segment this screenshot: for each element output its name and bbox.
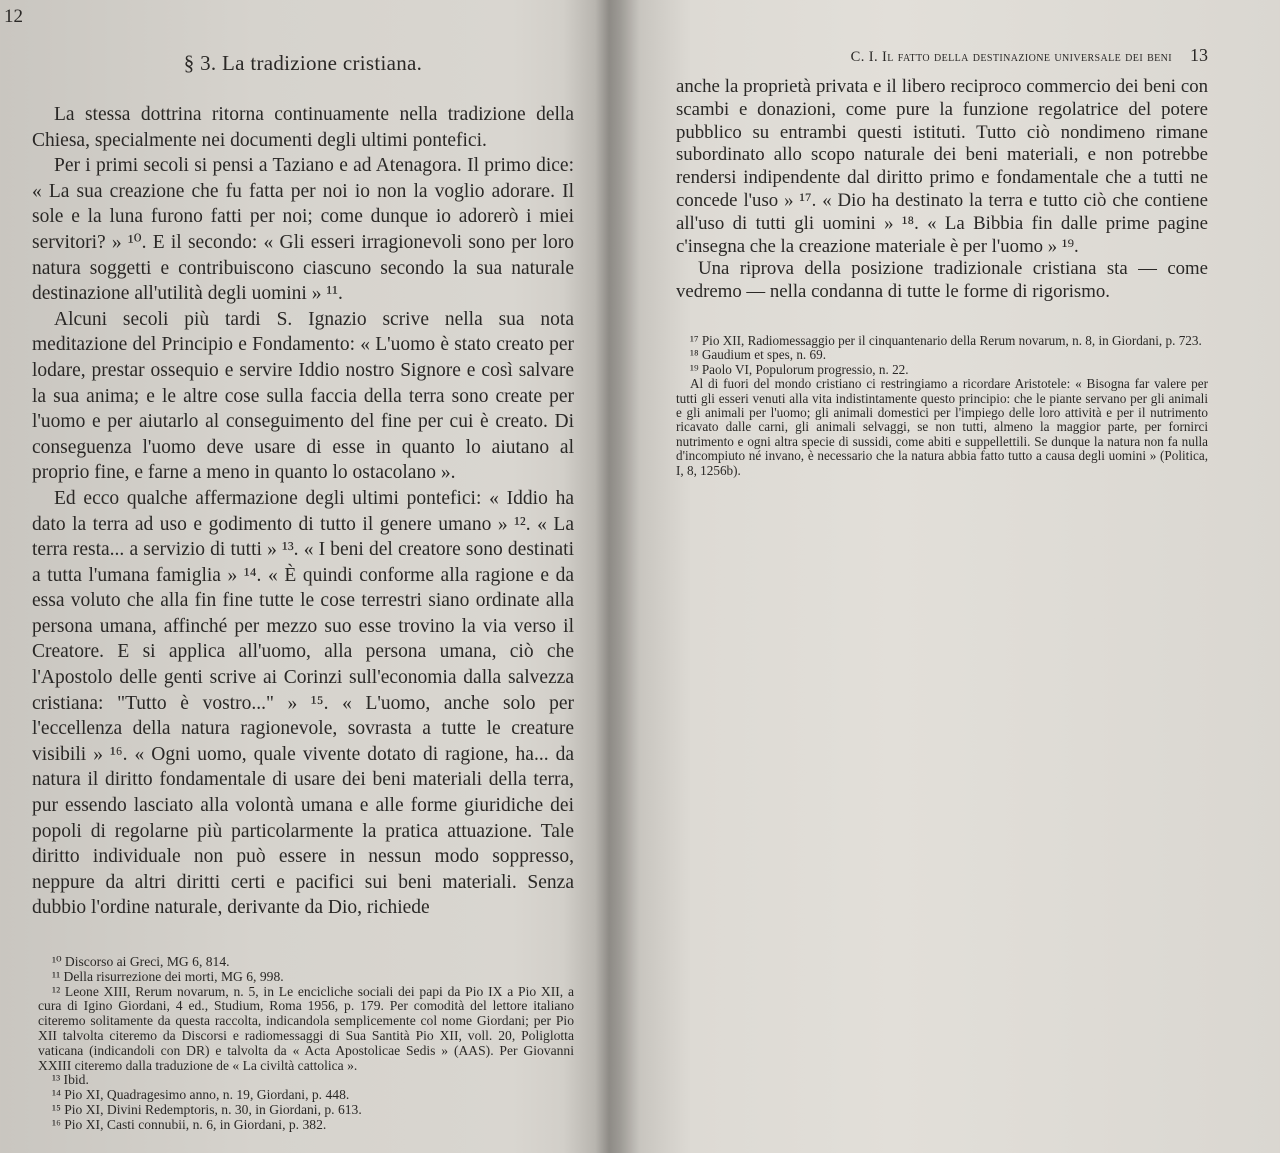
paragraph: La stessa dottrina ritorna continuamente nella tradizione della Chiesa, specialmente nei documenti degli ultimi pontefici. xyxy=(32,104,574,151)
footnote: ¹⁴ Pio XI, Quadragesimo anno, n. 19, Giordani, p. 448. xyxy=(52,1087,350,1103)
paragraph: Alcuni secoli più tardi S. Ignazio scrive nella sua nota meditazione del Principio e Fondamento: « L'uomo è stato creato per lodare, prestar ossequio e servire Iddio nostro Signore e così salvare la sua anima; e le altre cose sulla faccia della terra sono create per l'uomo e per aiutarlo al conseguimento del fine per cui è creato. Di conseguenza l'uomo deve usare di esse in quanto lo aiutano al proprio fine, e farne a meno in quanto lo ostacolano ». xyxy=(32,308,574,484)
footnote: ¹⁸ Gaudium et spes, n. 69. xyxy=(690,347,827,363)
footnote: ¹⁶ Pio XI, Casti connubii, n. 6, in Giordani, p. 382. xyxy=(52,1116,327,1132)
page-header xyxy=(4,6,574,102)
footnote: ¹⁷ Pio XII, Radiomessaggio per il cinquantenario della Rerum novarum, n. 8, in Giordani, p. 723. xyxy=(690,332,1202,348)
paragraph: Una riprova della posizione tradizionale cristiana sta — come vedremo — nella condanna di tutte le forme di rigorismo. xyxy=(676,258,1208,303)
body-text xyxy=(32,102,574,921)
footnote: Al di fuori del mondo cristiano ci restringiamo a ricordare Aristotele: « Bisogna far valere per tutti gli esseri venuti alla vita indistintamente questo principio: che le piante servano per gli animali e gli animali per l'uomo; gli animali domestici per l'impiego delle loro attività e per il nutrimento ricavato dalle carni, gli animali selvaggi, se non tutti, almeno la maggior parte, per fornirci nutrimento e ogni altra specie di sussidi, come abiti e suppellettili. Se dunque la natura non fa nulla d'incompiuto né invano, è necessario che la natura abbia fatto tutto a causa degli uomini » (Politica, I, 8, 1256b). xyxy=(676,376,1208,478)
page-header xyxy=(676,44,1208,66)
footnote: ¹⁵ Pio XI, Divini Redemptoris, n. 30, in Giordani, p. 613. xyxy=(52,1101,362,1117)
page-number: 12 xyxy=(4,6,23,27)
running-head: C. I. Il fatto della destinazione universale dei beni xyxy=(850,49,1172,65)
footnote: ¹¹ Della risurrezione dei morti, MG 6, 998. xyxy=(52,968,284,984)
section-title: § 3. La tradizione cristiana. xyxy=(183,51,423,75)
footnote: ¹⁹ Paolo VI, Populorum progressio, n. 22. xyxy=(690,361,909,377)
left-page xyxy=(0,0,600,1153)
footnote: ¹³ Ibid. xyxy=(52,1072,89,1088)
page-number: 13 xyxy=(1190,45,1208,65)
right-page xyxy=(640,0,1280,498)
footnote: ¹² Leone XIII, Rerum novarum, n. 5, in Le encicliche sociali dei papi da Pio IX a Pio XII, a cura di Igino Giordani, 4 ed., Studium, Roma 1956, p. 179. Per comodità del lettore italiano citeremo solitamente da questa raccolta, indicandola semplicemente col nome Giordani; per Pio XII talvolta citeremo da Discorsi e radiomessaggi di Sua Santità Pio XII, voll. 20, Poliglotta vaticana (indicandoli con DR) e talvolta da « Acta Apostolicae Sedis » (AAS). Per Giovanni XXIII citeremo dalla traduzione de « La civiltà cattolica ». xyxy=(38,983,574,1073)
body-text xyxy=(676,76,1208,304)
footnotes xyxy=(32,955,574,1133)
paragraph: anche la proprietà privata e il libero reciproco commercio dei beni con scambi e donazioni, come pure la funzione regolatrice del potere pubblico su entrambi questi istituti. Tutto ciò nondimeno rimane subordinato allo scopo naturale dei beni materiali, e non potrebbe rendersi indipendente dal diritto primo e fondamentale che a tutti ne concede l'uso » ¹⁷. « Dio ha destinato la terra e tutto ciò che contiene all'uso di tutti gli uomini » ¹⁸. « La Bibbia fin dalle prime pagine c'insegna che la creazione materiale è per l'uomo » ¹⁹. xyxy=(676,76,1208,257)
paragraph: Per i primi secoli si pensi a Taziano e ad Atenagora. Il primo dice: « La sua creazione che fu fatta per noi io non la voglio adorare. Il sole e la luna furono fatti per noi; come dunque io adorerò i miei servitori? » ¹⁰. E il secondo: « Gli esseri irragionevoli sono per loro natura soggetti e contribuiscono ciascuno secondo la sua naturale destinazione all'utilità degli uomini » ¹¹. xyxy=(32,155,574,305)
footnote: ¹⁰ Discorso ai Greci, MG 6, 814. xyxy=(52,954,230,969)
footnotes xyxy=(676,334,1208,478)
paragraph: Ed ecco qualche affermazione degli ultimi pontefici: « Iddio ha dato la terra ad uso e godimento di tutto il genere umano » ¹². « La terra resta... a servizio di tutti » ¹³. « I beni del creatore sono destinati a tutta l'umana famiglia » ¹⁴. « È quindi conforme alla ragione e da essa voluto che alla fin fine tutte le cose terrestri siano ordinate alla persona umana, affinché per mezzo suo esse trovino la via verso il Creatore. E si applica all'uomo, alla persona umana, ciò che l'Apostolo delle genti scrive ai Corinzi sull'economia dalla salvezza cristiana: "Tutto è vostro..." » ¹⁵. « L'uomo, anche solo per l'eccellenza della natura ragionevole, sovrasta a tutte le creature visibili » ¹⁶. « Ogni uomo, quale vivente dotato di ragione, ha... da natura il diritto fondamentale di usare dei beni materiali della terra, pur essendo lasciato alla volontà umana e alle forme giuridiche dei popoli di regolarne più particolarmente la pratica attuazione. Tale diritto individuale non può essere in nessun modo soppresso, neppure da altri diritti certi e pacifici sui beni materiali. Senza dubbio l'ordine naturale, derivante da Dio, richiede xyxy=(32,487,574,919)
